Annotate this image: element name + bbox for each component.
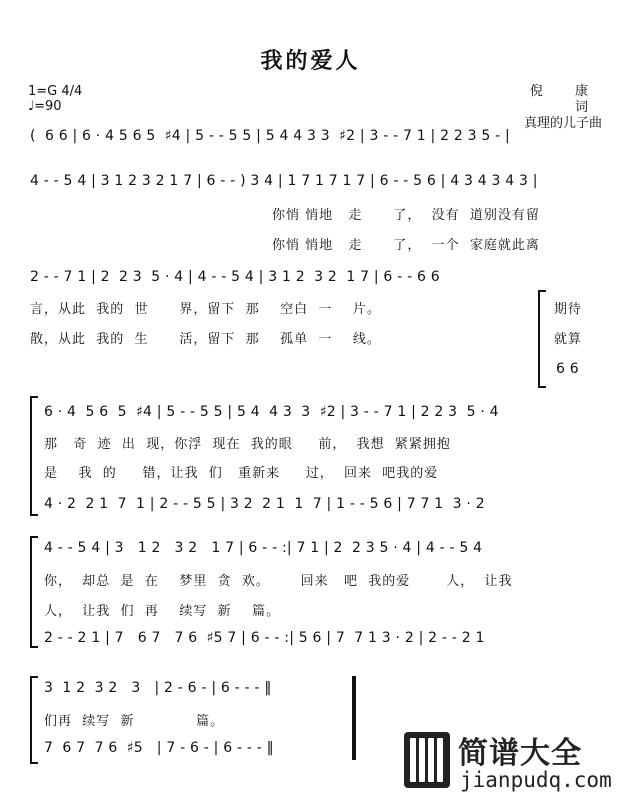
lyrics-row-4-verse-2: 是 我 的 错，让我 们 重新来 过， 回来 吧我的爱 xyxy=(44,466,439,481)
notation-row-4-lower: 4 · 2 2 1 7 1 | 2 - - 5 5 | 3 2 2 1 1 7 | 1 - - 5 6 | 7 7 1 3 · 2 xyxy=(44,496,485,512)
lyrics-pickup-verse-1: 期待 xyxy=(554,302,583,317)
notation-row-5: 4 - - 5 4 | 3 1 2 3 2 1 7 | 6 - - :| 7 1 | 2 2 3 5 · 4 | 4 - - 5 4 xyxy=(44,540,483,556)
lyrics-row-3-verse-1: 言，从此 我的 世 界，留下 那 空白 一 片。 xyxy=(30,302,381,317)
lyricist-credit: 倪 康词 xyxy=(529,84,602,115)
piano-keys-icon xyxy=(404,732,450,788)
lyrics-pickup-verse-2: 就算 xyxy=(554,332,583,347)
part-brace xyxy=(30,536,38,648)
part-brace xyxy=(30,676,38,764)
key-signature: 1=G 4/4 xyxy=(28,84,83,99)
tempo-mark: ♩=90 xyxy=(28,99,62,114)
notation-row-2: 4 - - 5 4 | 3 1 2 3 2 1 7 | 6 - - ) 3 4 | 1 7 1 7 1 7 | 6 - - 5 6 | 4 3 4 3 4 3 | xyxy=(30,173,538,189)
notation-pickup-lower: 6 6 xyxy=(556,361,579,377)
lyrics-row-5-verse-1: 你， 却总 是 在 梦里 贪 欢。 回来 吧 我的爱 人， 让我 xyxy=(44,574,513,589)
lyrics-row-3-verse-2: 散，从此 我的 生 活，留下 那 孤单 一 线。 xyxy=(30,332,381,347)
notation-row-4: 6 · 4 5 6 5 ♯4 | 5 - - 5 5 | 5 4 4 3 3 ♯2 | 3 - - 7 1 | 2 2 3 5 · 4 xyxy=(44,404,499,420)
logo-title: 简谱大全 xyxy=(458,736,582,771)
key-tempo-block xyxy=(28,84,82,114)
lyrics-row-2-verse-2: 你悄 悄地 走 了， 一个 家庭就此离 xyxy=(272,238,540,253)
song-title: 我的爱人 xyxy=(260,49,361,74)
logo-url: jianpudq.com xyxy=(460,768,612,792)
final-barline xyxy=(352,676,356,760)
notation-row-6: 3 1 2 3 2 3 | 2 - 6 - | 6 - - - ‖ xyxy=(44,680,272,696)
notation-row-5-lower: 2 - - 2 1 | 7 6 7 7 6 ♯5 7 | 6 - - :| 5 6 | 7 7 1 3 · 2 | 2 - - 2 1 xyxy=(44,630,485,646)
lyrics-row-5-verse-2: 人， 让我 们 再 续写 新 篇。 xyxy=(44,604,281,619)
lyrics-row-4-verse-1: 那 奇 迹 出 现，你浮 现在 我的眼 前， 我想 紧紧拥抱 xyxy=(44,437,451,452)
notation-row-6-lower: 7 6 7 7 6 ♯5 | 7 - 6 - | 6 - - - ‖ xyxy=(44,740,274,756)
lyrics-row-6-verse-1: 们再 续写 新 篇。 xyxy=(44,714,225,729)
part-brace xyxy=(30,396,38,516)
credits-block xyxy=(506,84,602,132)
notation-row-3: 2 - - 7 1 | 2 2 3 5 · 4 | 4 - - 5 4 | 3 1 2 3 2 1 7 | 6 - - 6 6 xyxy=(30,269,440,285)
notation-row-1: ( 6 6 | 6 · 4 5 6 5 ♯4 | 5 - - 5 5 | 5 4 4 3 3 ♯2 | 3 - - 7 1 | 2 2 3 5 - | xyxy=(30,128,510,144)
site-logo xyxy=(404,728,618,794)
composer-credit: 真理的儿子曲 xyxy=(523,116,602,131)
part-brace xyxy=(538,290,546,388)
lyrics-row-2-verse-1: 你悄 悄地 走 了， 没有 道别没有留 xyxy=(272,208,540,223)
